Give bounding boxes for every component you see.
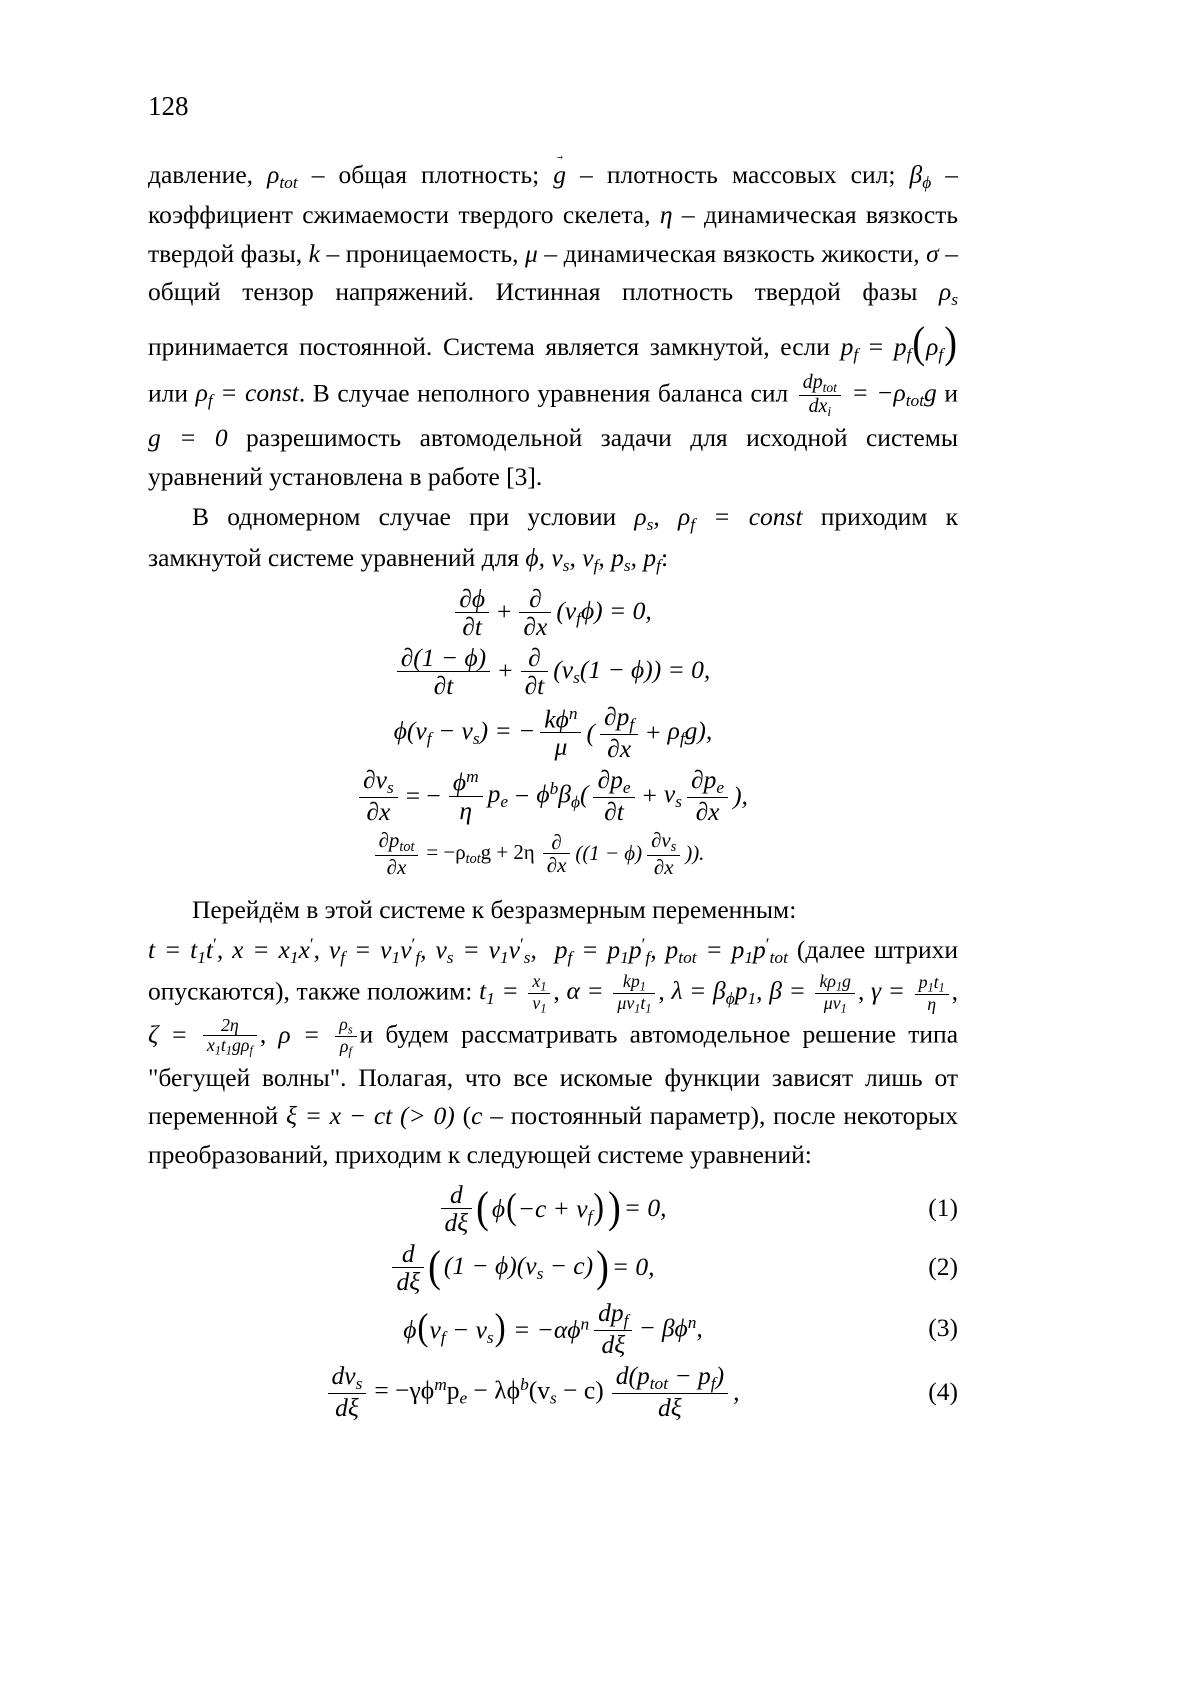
text-run: – плотность массовых сил; [565,159,910,189]
equation-inline-rho: ρ = $\frac{\rho_s}{\rho_f}$ [278,1020,359,1049]
equation-inline-g-zero: g = 0 [148,422,228,452]
equation-row [148,1240,958,1295]
equation-darcy: $\phi(v_f - v_s)$ = − $\frac{k\phi^n}{\mu}$ ( $\frac{\partial p_f}{\partial x}$ + $\rho_fg$), [393,701,713,764]
equation-number-3: (3) [928,1313,958,1343]
equation-continuity-solid: $\frac{\partial(1 - \phi)}{\partial t}$ + $\frac{\partial}{\partial t}$ $(v_s(1 - \phi)) = 0$, [394,644,713,699]
paragraph-one-dimensional [148,498,958,578]
equation-inline-xi: ξ = x − ct (> 0) [285,1101,455,1131]
text-run: принимается постоянной. Система является замкнутой, если [148,331,841,361]
equation-solid-velocity: $\frac{\partial v_s}{\partial x}$ = − $\frac{\phi^m}{\eta}$ $p_e$ − $\phi^b\beta_\phi$( $\frac{\partial p_e}{\partial t}$ + $v_s$ $\frac{\partial p_e}{\partial x}$ ), [356,766,750,825]
equation-2: $\frac{d}{d\xi}$ ( $(1 - \phi)(v_s - c)$ ) = 0, [389,1240,656,1295]
text-run: – общая плотность; [297,159,554,189]
equation-row [148,703,958,762]
equation-number-4: (4) [928,1376,958,1406]
text-run: давление, [148,159,268,189]
equation-inline-pf: $p_f = p_f(\rho_f)$ [840,318,957,367]
text-run: и [936,378,958,408]
paragraph-definitions [148,156,958,497]
equation-3: $\phi(v_f - v_s) = -\alpha\phi^n$ $\frac{dp_f}{d\xi}$ − $\beta\phi^n$, [403,1297,703,1360]
text-run: – общий тензор напряжений. Истинная плотность твердой фазы [148,238,958,307]
equation-total-pressure: $\frac{\partial p_{tot}}{\partial x}$ = $-\rho_{tot}g + 2\eta$ $\frac{\partial}{\partial x}$ ((1 − ϕ) $\frac{\partial v_s}{\partial x}$ )). [372,829,707,878]
text-run: (далее штрихи опускаются), также положим: [148,935,959,1006]
symbol-c: c [471,1101,483,1131]
equation-inline-dimensionless-vars: $t = t_1t'$, $x = x_1x'$, $v_f = v_1v'_f$, $v_s = v_1v'_s$, $p_f = p_1p'_f$, $p_{tot} = p_1p'_{tot}$ [148,934,788,968]
symbol-vector-g: g → [553,156,566,195]
equation-system-dimensional [148,585,958,879]
equation-inline-gamma: γ = $\frac{p_1t_1}{\eta}$ [871,976,952,1005]
text-run: – коэффициент сжимаемости твердого скелета, [148,159,959,229]
symbol-beta-phi: $\beta_\phi$ [909,159,932,192]
text-run: Перейдём в этой системе к безразмерным переменным: [192,894,797,924]
equation-inline-zeta: ζ = $\frac{2\eta}{x_1t_1g\rho_f}$ [148,1020,260,1049]
equation-row [148,829,958,878]
text-run: , [653,502,679,532]
equation-continuity-fluid: $\frac{\partial\phi}{\partial t}$ + $\frac{\partial}{\partial x}$ $(v_f\phi) = 0$, [452,585,654,640]
text-run: – постоянный параметр), после некоторых преобразований, приходим к следующей системе уравнений: [148,1101,958,1170]
equation-4: $\frac{dv_s}{d\xi}$ = $-\gamma\phi^mp_e - \lambda\phi^b(v_s - c)$ $\frac{d(p_{tot} - p_f)}{d\xi}$ , [325,1362,742,1421]
text-run: или [148,378,196,408]
text-run: : [660,542,669,572]
page-number: 128 [148,91,189,121]
symbol-rho-f-2: $\rho_f$ = const [678,502,803,535]
text-run: и будем рассматривать автомодельное решение типа "бегущей волны". Полагая, что все искомые функции зависят лишь от переменной [148,1019,959,1131]
symbol-mu: μ [525,238,538,268]
equation-inline-rhof-const: $\rho_f$ = const [195,378,299,411]
equation-row [148,644,958,699]
text-run: приходим к замкнутой системе уравнений для [148,502,958,572]
symbol-variable-list: ϕ, $v_s$, $v_f$, $p_s$, $p_f$ [525,542,661,575]
text-run: – проницаемость, [319,238,526,268]
symbol-rho-s-2: $\rho_s$ [634,502,654,535]
symbol-rho-tot: $\rho_{tot}$ [267,159,298,192]
equation-inline-beta: β = $\frac{k\rho_1g}{\mu v_1}$ [769,976,858,1005]
text-run: разрешимость автомодельной задачи для исходной системы уравнений установлена в работе [3]. [148,422,958,491]
symbol-sigma: σ [926,238,939,268]
equation-1: $\frac{d}{d\xi}$ ( $\phi(-c + v_f)$ ) = 0, [438,1181,669,1236]
equation-row [148,1181,958,1236]
symbol-k: k [308,238,320,268]
page-content [148,92,958,1425]
symbol-eta: η [659,199,673,229]
text-run: – динамическая вязкость жикости, [537,238,927,268]
text-run: ( [454,1101,472,1131]
equation-system-numbered [148,1181,958,1422]
equation-inline-alpha: α = $\frac{kp_1}{\mu v_1t_1}$ [566,976,658,1005]
equation-inline-t1: $t_1$ = $\frac{x_1}{v_1}$ [479,976,553,1005]
paragraph-dimensionless: $t = t_1t'$, $x = x_1x'$, $v_f = v_1v'_f$, $v_s = v_1v'_s$, $p_f = p_1p'_f$, $p_{tot} = p_1p'_{tot}$ (далее штрихи опускаются), также положим: $t_1$ = $\frac{x_1}{v_1}$ , α = $\frac{kp_1}{\mu v_1t_1}$ , $\lambda = \beta_\phi p_1$, β = $\frac{k\rho_1g}{\mu v_1}$ , γ = $\frac{p_1t_1}{\eta}$ , ζ = $\frac{2\eta}{x_1t_1g\rho_f}$ , ρ = $\frac{\rho_s}{\rho_f}$ и будем рассматривать автомодельное решение типа "бегущей волны". Полагая, что все искомые функции зависят лишь от переменной ξ = x − ct (> 0) (c – постоянный параметр), после некоторых преобразований, приходим к следующей системе уравнений: [148,934,959,1170]
symbol-rho-s: $\rho_s$ [939,277,958,310]
text-run: В одномерном случае при условии [192,502,635,532]
paragraph-dimensionless-intro [148,891,958,930]
text-run: . В случае неполного уравнения баланса сил [298,378,796,408]
equation-inline-rhs: = $-\rho_{tot}g$ [843,378,937,411]
equation-inline-force-balance: $\frac{dp_{tot}}{dx_i}$ [799,372,841,419]
equation-number-2: (2) [928,1252,958,1282]
equation-row [148,766,958,825]
text-run: – динамическая вязкость твердой фазы, [148,199,959,268]
equation-row [148,1362,958,1421]
equation-number-1: (1) [928,1193,958,1223]
equation-row [148,1299,958,1358]
equation-row [148,585,958,640]
equation-inline-lambda: $\lambda = \beta_\phi p_1$ [671,976,757,1008]
